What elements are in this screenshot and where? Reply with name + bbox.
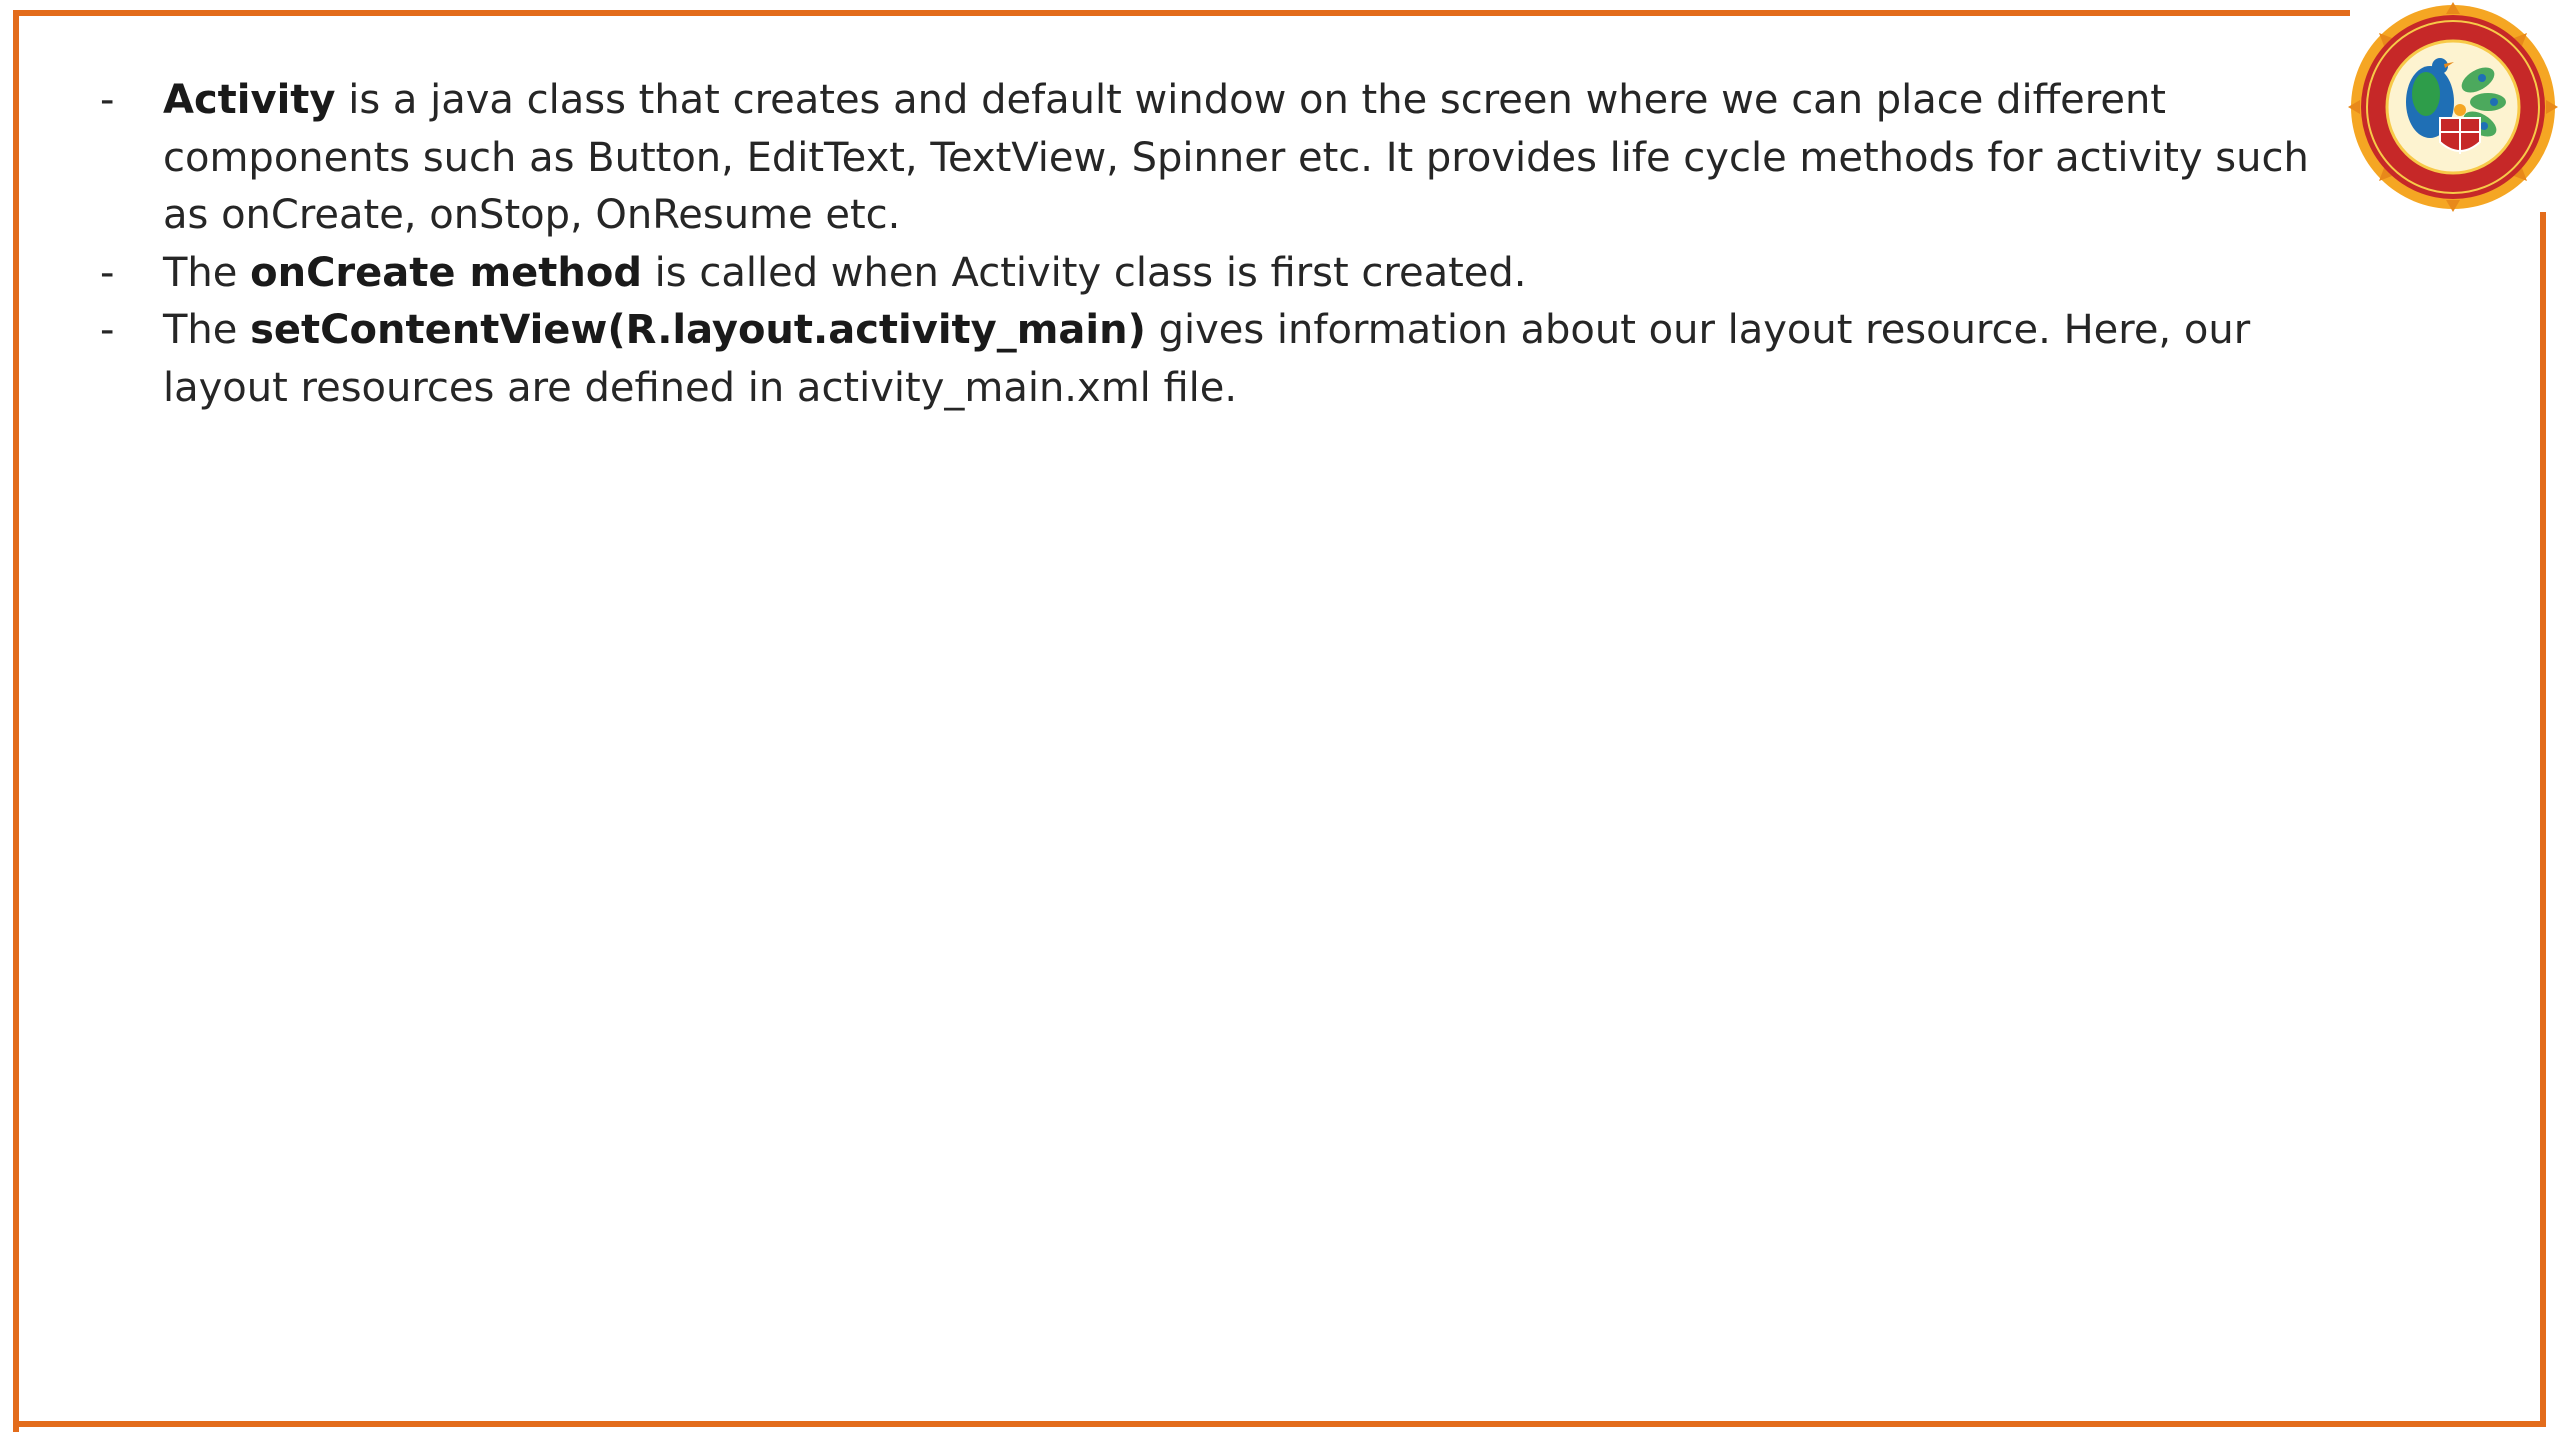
bullet-text: gives information about our layout resource. Here, our layout resources are defined in activity_main.xml file.: [163, 307, 2251, 411]
bullet-item-oncreate: [100, 245, 2340, 303]
bullet-text: is a java class that creates and default window on the screen where we can place different components such as Button, EditText, TextView, Spinner etc. It provides life cycle methods for activity such as onCreate, onStop, OnResume etc.: [163, 77, 2309, 238]
bullet-marker: -: [100, 249, 115, 296]
bullet-list: [100, 72, 2340, 417]
frame-right-border: [2540, 212, 2546, 1427]
bullet-bold-term: Activity: [163, 77, 336, 123]
frame-top-border: [13, 10, 2350, 16]
bullet-marker: -: [100, 307, 115, 353]
frame-left-border: [13, 10, 19, 1432]
bullet-prefix: The: [163, 249, 251, 296]
bullet-bold-term: onCreate method: [250, 249, 642, 296]
bullet-marker: -: [100, 77, 115, 123]
bullet-text: is called when Activity class is first created.: [641, 249, 1527, 296]
bullet-item-setcontentview: [100, 302, 2340, 417]
frame-bottom-border: [13, 1421, 2546, 1427]
university-seal-icon: [2348, 2, 2558, 212]
bullet-bold-term: setContentView(R.layout.activity_main): [250, 307, 1146, 353]
bullet-prefix: The: [163, 307, 251, 353]
bullet-item-activity: [100, 72, 2340, 245]
